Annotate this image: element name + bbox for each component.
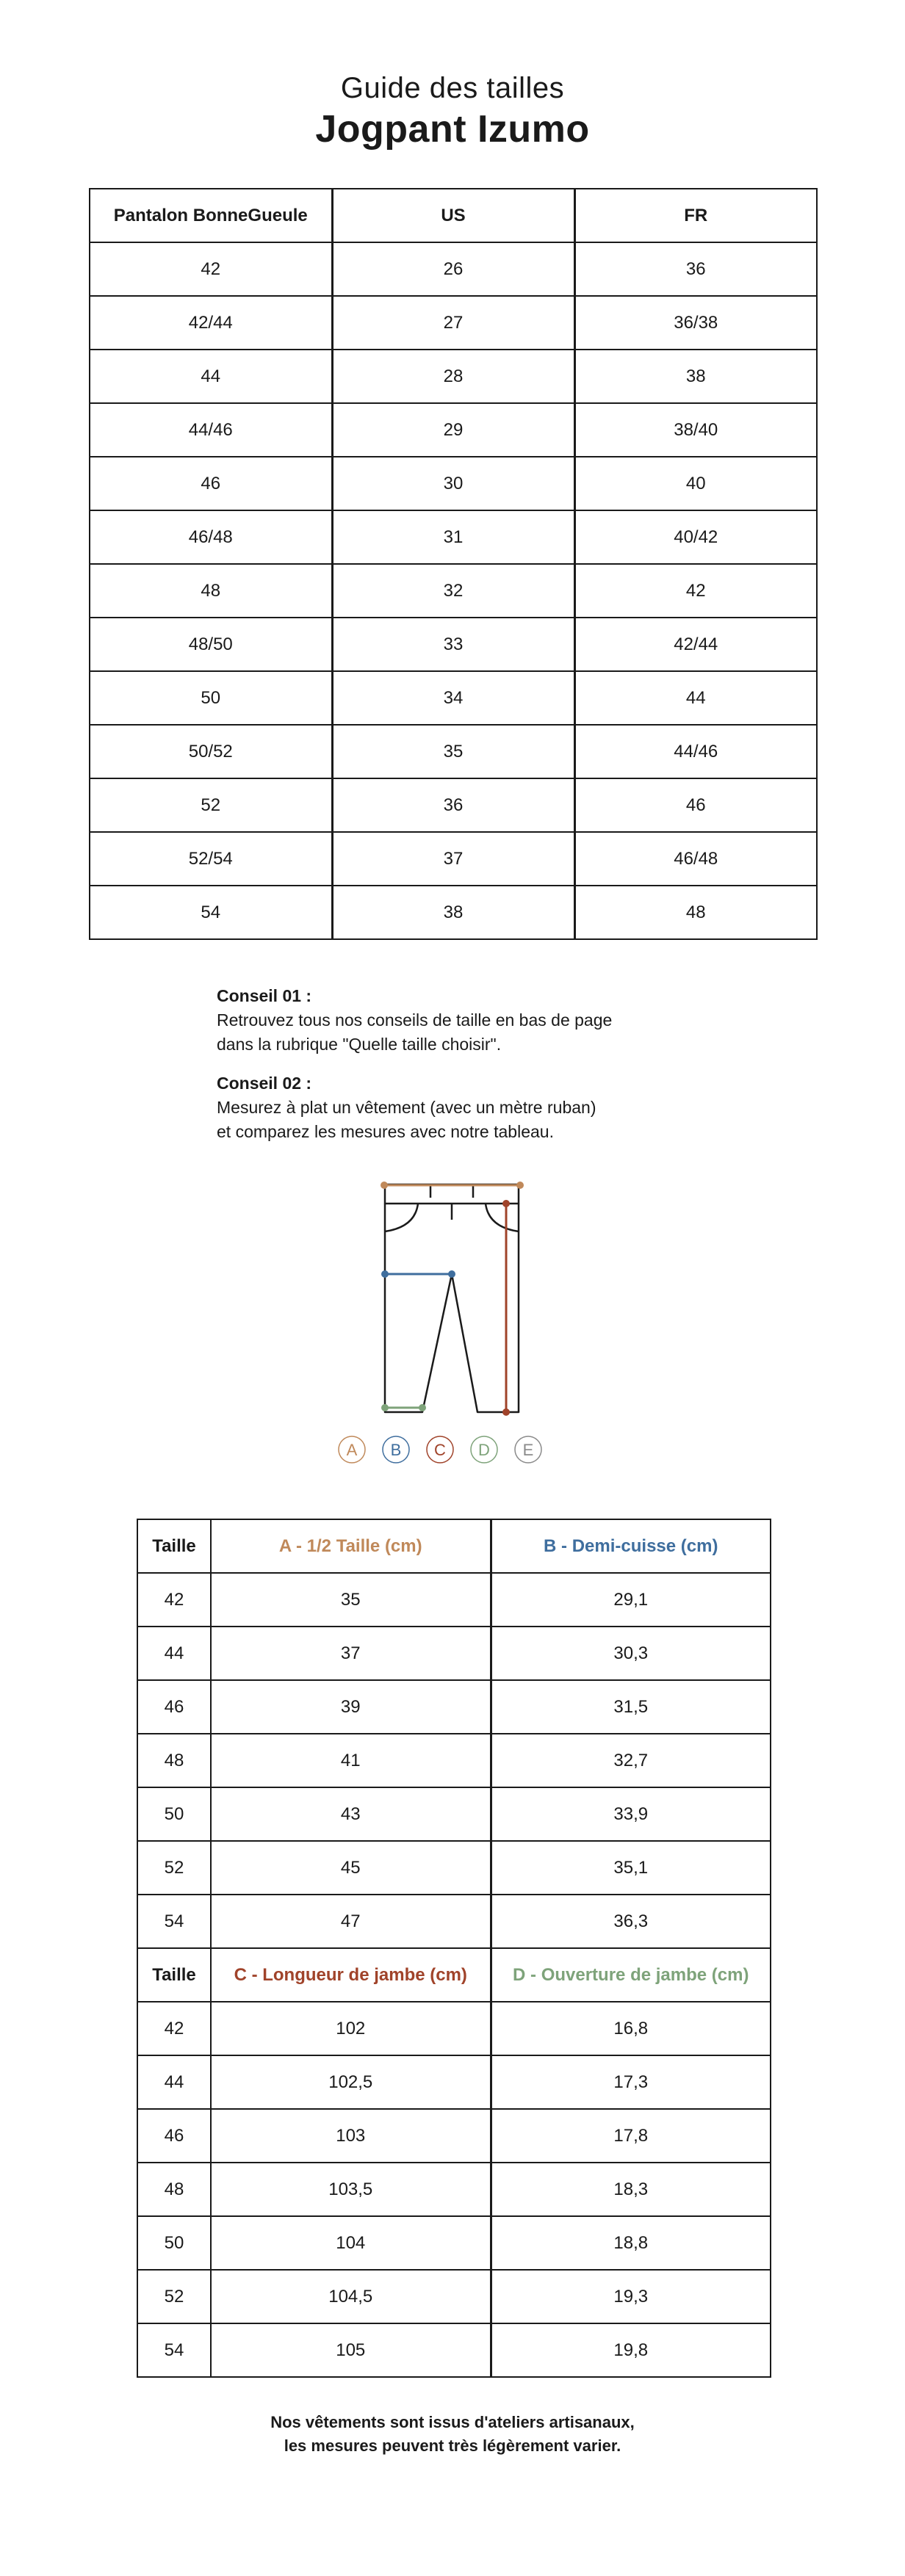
cell-measure: 103 xyxy=(211,2109,491,2163)
cell-size: 44 xyxy=(137,2055,211,2109)
table-row xyxy=(90,564,817,618)
measurements-header-row xyxy=(137,1948,771,2002)
cell-measure: 47 xyxy=(211,1895,491,1948)
cell-size: 54 xyxy=(137,1895,211,1948)
table-row xyxy=(90,618,817,671)
disclaimer xyxy=(0,2411,905,2458)
cell-measure: 102 xyxy=(211,2002,491,2055)
cell-fr: 38 xyxy=(574,350,817,403)
measure-b-thigh xyxy=(381,1270,455,1278)
cell-measure: 39 xyxy=(211,1680,491,1734)
cell-measure: 19,3 xyxy=(491,2270,771,2323)
cell-size: 44 xyxy=(137,1627,211,1680)
cell-fr: 40 xyxy=(574,457,817,510)
cell-measure: 37 xyxy=(211,1627,491,1680)
table-row xyxy=(137,2216,771,2270)
table-row xyxy=(90,778,817,832)
measurements-header-row xyxy=(137,1519,771,1573)
cell-size: 46 xyxy=(137,2109,211,2163)
header-bonnegueule: Pantalon BonneGueule xyxy=(90,189,332,242)
table-row xyxy=(137,1627,771,1680)
cell-size: 54 xyxy=(137,2323,211,2377)
cell-us: 33 xyxy=(332,618,574,671)
legend-letter: D xyxy=(478,1441,490,1459)
header-fr: FR xyxy=(574,189,817,242)
cell-measure: 19,8 xyxy=(491,2323,771,2377)
cell-size: 52 xyxy=(137,2270,211,2323)
cell-bonnegueule: 42/44 xyxy=(90,296,332,350)
pocket-right xyxy=(486,1204,519,1231)
measurements-header: A - 1/2 Taille (cm) xyxy=(211,1519,491,1573)
measure-c-leg-length xyxy=(502,1200,510,1416)
table-row xyxy=(90,510,817,564)
pocket-left xyxy=(385,1204,418,1231)
tip-2-text-line1: Mesurez à plat un vêtement (avec un mètre ruban) xyxy=(217,1098,596,1117)
legend-letter: C xyxy=(434,1441,446,1459)
cell-us: 34 xyxy=(332,671,574,725)
tip-1-text-line2: dans la rubrique "Quelle taille choisir". xyxy=(217,1035,502,1054)
measurements-header: B - Demi-cuisse (cm) xyxy=(491,1519,771,1573)
cell-fr: 36/38 xyxy=(574,296,817,350)
cell-size: 46 xyxy=(137,1680,211,1734)
table-row xyxy=(137,2163,771,2216)
tip-1-label: Conseil 01 : xyxy=(217,986,312,1005)
table-row xyxy=(137,1680,771,1734)
legend-letter: E xyxy=(522,1441,534,1459)
cell-measure: 16,8 xyxy=(491,2002,771,2055)
cell-us: 36 xyxy=(332,778,574,832)
tip-1-text-line1: Retrouvez tous nos conseils de taille en bas de page xyxy=(217,1010,613,1030)
table-row xyxy=(90,403,817,457)
table-row xyxy=(90,457,817,510)
cell-measure: 41 xyxy=(211,1734,491,1787)
tip-2-label: Conseil 02 : xyxy=(217,1074,312,1093)
cell-bonnegueule: 48/50 xyxy=(90,618,332,671)
cell-bonnegueule: 48 xyxy=(90,564,332,618)
cell-bonnegueule: 44 xyxy=(90,350,332,403)
cell-bonnegueule: 50/52 xyxy=(90,725,332,778)
waistband xyxy=(385,1184,519,1204)
cell-fr: 44 xyxy=(574,671,817,725)
cell-us: 31 xyxy=(332,510,574,564)
table-row xyxy=(90,242,817,296)
cell-measure: 32,7 xyxy=(491,1734,771,1787)
cell-fr: 46/48 xyxy=(574,832,817,886)
legend-e xyxy=(515,1436,541,1463)
cell-bonnegueule: 50 xyxy=(90,671,332,725)
cell-measure: 35 xyxy=(211,1573,491,1627)
cell-fr: 40/42 xyxy=(574,510,817,564)
cell-bonnegueule: 52 xyxy=(90,778,332,832)
cell-us: 26 xyxy=(332,242,574,296)
cell-us: 29 xyxy=(332,403,574,457)
table-row xyxy=(137,2323,771,2377)
cell-measure: 33,9 xyxy=(491,1787,771,1841)
cell-fr: 48 xyxy=(574,886,817,939)
tip-2-text-line2: et comparez les mesures avec notre tableau. xyxy=(217,1122,554,1141)
cell-measure: 103,5 xyxy=(211,2163,491,2216)
measurements-header: C - Longueur de jambe (cm) xyxy=(211,1948,491,2002)
cell-fr: 42/44 xyxy=(574,618,817,671)
cell-measure: 43 xyxy=(211,1787,491,1841)
cell-bonnegueule: 46/48 xyxy=(90,510,332,564)
table-row xyxy=(90,296,817,350)
cell-measure: 35,1 xyxy=(491,1841,771,1895)
cell-fr: 44/46 xyxy=(574,725,817,778)
trousers-measurement-diagram xyxy=(334,1179,569,1472)
cell-measure: 105 xyxy=(211,2323,491,2377)
disclaimer-line1: Nos vêtements sont issus d'ateliers artisanaux, xyxy=(270,2413,635,2431)
cell-us: 37 xyxy=(332,832,574,886)
table-row xyxy=(137,2055,771,2109)
cell-bonnegueule: 42 xyxy=(90,242,332,296)
cell-size: 42 xyxy=(137,1573,211,1627)
tip-2 xyxy=(217,1071,731,1144)
trousers-outline xyxy=(385,1184,519,1412)
cell-measure: 45 xyxy=(211,1841,491,1895)
cell-us: 38 xyxy=(332,886,574,939)
trouser-legs xyxy=(385,1204,519,1412)
cell-measure: 104 xyxy=(211,2216,491,2270)
table-header-row xyxy=(90,189,817,242)
measurements-header: D - Ouverture de jambe (cm) xyxy=(491,1948,771,2002)
cell-measure: 29,1 xyxy=(491,1573,771,1627)
cell-bonnegueule: 52/54 xyxy=(90,832,332,886)
table-row xyxy=(90,350,817,403)
cell-size: 50 xyxy=(137,1787,211,1841)
cell-bonnegueule: 44/46 xyxy=(90,403,332,457)
cell-size: 48 xyxy=(137,2163,211,2216)
cell-measure: 36,3 xyxy=(491,1895,771,1948)
cell-bonnegueule: 46 xyxy=(90,457,332,510)
legend-a xyxy=(339,1436,365,1463)
cell-measure: 30,3 xyxy=(491,1627,771,1680)
cell-fr: 38/40 xyxy=(574,403,817,457)
table-row xyxy=(90,725,817,778)
size-tips xyxy=(217,984,731,1159)
tip-1 xyxy=(217,984,731,1057)
cell-size: 48 xyxy=(137,1734,211,1787)
page-title: Jogpant Izumo xyxy=(315,108,590,151)
table-row xyxy=(137,1841,771,1895)
table-row xyxy=(90,886,817,939)
measurements-header: Taille xyxy=(137,1519,211,1573)
cell-measure: 18,3 xyxy=(491,2163,771,2216)
cell-fr: 42 xyxy=(574,564,817,618)
cell-size: 42 xyxy=(137,2002,211,2055)
legend-letter: A xyxy=(346,1441,358,1459)
table-row xyxy=(137,1787,771,1841)
cell-measure: 18,8 xyxy=(491,2216,771,2270)
legend-c xyxy=(427,1436,453,1463)
measurements-header: Taille xyxy=(137,1948,211,2002)
cell-measure: 104,5 xyxy=(211,2270,491,2323)
table-row xyxy=(137,1734,771,1787)
table-row xyxy=(137,2109,771,2163)
cell-size: 52 xyxy=(137,1841,211,1895)
diagram-legend xyxy=(339,1436,541,1463)
cell-measure: 102,5 xyxy=(211,2055,491,2109)
measurements-table xyxy=(137,1519,771,2378)
cell-measure: 17,8 xyxy=(491,2109,771,2163)
measure-d-leg-opening xyxy=(381,1404,426,1411)
cell-us: 28 xyxy=(332,350,574,403)
cell-us: 27 xyxy=(332,296,574,350)
legend-letter: B xyxy=(390,1441,402,1459)
header-us: US xyxy=(332,189,574,242)
legend-b xyxy=(383,1436,409,1463)
table-row xyxy=(137,1573,771,1627)
table-row xyxy=(90,832,817,886)
cell-measure: 17,3 xyxy=(491,2055,771,2109)
cell-size: 50 xyxy=(137,2216,211,2270)
table-row xyxy=(90,671,817,725)
cell-measure: 31,5 xyxy=(491,1680,771,1734)
page-subtitle: Guide des tailles xyxy=(340,72,565,104)
legend-d xyxy=(471,1436,497,1463)
table-row xyxy=(137,2002,771,2055)
cell-us: 30 xyxy=(332,457,574,510)
cell-bonnegueule: 54 xyxy=(90,886,332,939)
cell-us: 32 xyxy=(332,564,574,618)
table-row xyxy=(137,1895,771,1948)
table-row xyxy=(137,2270,771,2323)
cell-fr: 46 xyxy=(574,778,817,832)
cell-us: 35 xyxy=(332,725,574,778)
size-conversion-table xyxy=(89,188,818,940)
disclaimer-line2: les mesures peuvent très légèrement varier. xyxy=(284,2436,621,2455)
cell-fr: 36 xyxy=(574,242,817,296)
measure-a-waist xyxy=(381,1182,524,1189)
